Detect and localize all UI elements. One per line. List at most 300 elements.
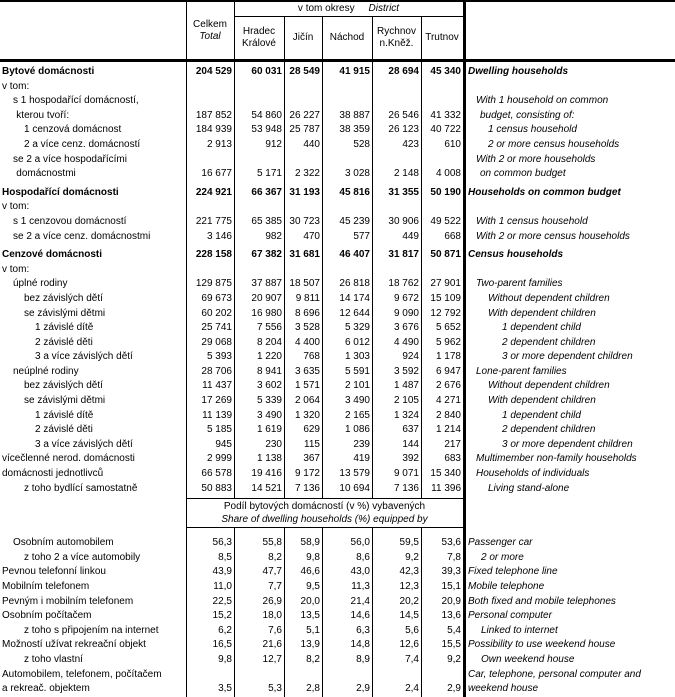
divider [234,350,235,365]
row-value: 60 202 [201,307,232,319]
row-value: 14,6 [350,610,370,622]
row-value: 43,0 [350,566,370,578]
row-value: 31 193 [289,186,320,198]
row-value: 419 [353,453,370,465]
row-value: 15,1 [441,581,461,592]
row-value: 40 722 [430,124,461,136]
table-row [0,109,675,124]
divider [421,365,422,380]
table-row [0,482,675,497]
divider [322,307,323,322]
divider [322,123,323,138]
divider [372,365,373,380]
divider [463,528,466,536]
row-value: 21,4 [350,595,370,607]
divider [372,551,373,566]
header-col-nachod: Náchod [329,32,365,43]
divider [234,379,235,394]
row-value: 2 913 [206,138,232,150]
divider [372,321,373,336]
divider [234,536,235,551]
divider [421,215,422,230]
row-value: 8,5 [218,551,232,563]
divider [284,682,285,697]
divider [372,94,373,109]
table-row [0,94,675,109]
table-row [0,215,675,230]
divider [421,109,422,124]
divider [463,580,466,595]
divider [372,409,373,424]
row-label-cz: s 1 hospodařící domácností, [13,95,139,107]
row-value: 58,9 [300,537,320,549]
table-row [0,394,675,409]
divider [186,153,187,168]
row-value: 18,0 [262,610,282,622]
share-section-header [186,498,463,528]
divider [284,230,285,245]
divider [186,292,187,307]
row-label-en: Without dependent children [488,380,610,392]
divider [322,565,323,580]
table-row [0,65,675,80]
divider [421,321,422,336]
table-row [0,123,675,138]
divider [284,215,285,230]
divider [284,292,285,307]
divider [421,609,422,624]
divider [322,321,323,336]
table-row [0,292,675,307]
divider [284,138,285,153]
divider [284,595,285,610]
divider [284,321,285,336]
row-label-en: With dependent children [488,395,596,407]
row-label-cz: 3 a více závislých dětí [35,351,133,363]
row-value: 31 355 [388,186,419,198]
divider [421,379,422,394]
divider [234,307,235,322]
divider [463,138,466,153]
divider [372,336,373,351]
divider [421,653,422,668]
row-value: 5,4 [447,624,461,636]
divider [372,215,373,230]
divider [372,438,373,453]
divider [234,528,235,536]
divider [463,682,466,697]
row-value: 49 522 [430,215,461,227]
divider [421,638,422,653]
divider [372,528,373,536]
row-value: 56,3 [212,537,232,549]
row-value: 9 071 [393,468,419,480]
row-value: 3 146 [206,230,232,242]
row-value: 8,9 [356,653,370,665]
row-value: 14,5 [399,610,419,622]
divider [421,482,422,497]
row-label-en: Living stand-alone [488,482,570,494]
divider [186,65,187,80]
divider [421,80,422,95]
row-label-cz: bez závislých dětí [24,292,103,304]
divider [186,438,187,453]
divider [372,565,373,580]
table-row [0,80,675,95]
divider [234,609,235,624]
divider [234,482,235,497]
divider [284,536,285,551]
divider [234,153,235,168]
divider [421,423,422,438]
row-value: 629 [303,424,320,436]
row-label-cz: Hospodařící domácnosti [2,186,119,198]
row-value: 2,8 [306,683,320,695]
divider [372,248,373,263]
divider [234,65,235,80]
divider [322,292,323,307]
divider [463,409,466,424]
divider [234,138,235,153]
row-label-en: Personal computer [468,610,552,622]
row-label-cz: 2 a více cenz. domácností [24,138,141,150]
row-value: 56,0 [350,537,370,549]
row-value: 3 028 [344,168,370,180]
divider [186,336,187,351]
divider [421,668,422,683]
row-value: 12,7 [262,653,282,665]
divider [234,452,235,467]
divider [234,167,235,182]
divider [372,80,373,95]
divider [322,186,323,201]
row-label-cz: se závislými dětmi [24,395,106,407]
table-row [0,565,675,580]
divider [186,551,187,566]
row-value: 1 138 [256,453,282,465]
divider [322,379,323,394]
divider [234,336,235,351]
row-value: 8,2 [306,653,320,665]
divider [372,536,373,551]
row-value: 20,9 [441,595,461,607]
divider [322,248,323,263]
row-value: 7 136 [393,482,419,494]
divider [421,438,422,453]
row-value: 15,5 [441,639,461,651]
row-label-en: Dwelling households [468,66,569,77]
row-value: 9,2 [447,653,461,665]
row-label-cz: Cenzové domácnosti [2,249,103,261]
row-value: 28 549 [289,66,320,77]
divider [372,467,373,482]
divider [421,248,422,263]
row-value: 25 741 [201,322,232,334]
divider [463,215,466,230]
row-value: 38 359 [339,124,370,136]
row-label-en: 2 or more census households [488,138,620,150]
divider [372,394,373,409]
divider [463,624,466,639]
divider [234,292,235,307]
table-row [0,153,675,168]
divider [284,153,285,168]
divider [186,167,187,182]
divider [421,409,422,424]
row-value: 2 676 [435,380,461,392]
divider [284,123,285,138]
row-label-en: Mobile telephone [468,581,545,592]
divider [421,263,422,278]
divider [463,2,466,59]
row-value: 41 915 [339,66,370,77]
divider [284,609,285,624]
divider [421,186,422,201]
row-value: 1 178 [435,351,461,363]
divider [463,167,466,182]
divider [372,624,373,639]
table-row [0,379,675,394]
divider [234,438,235,453]
divider [284,580,285,595]
divider [234,94,235,109]
row-label-en: 2 or more [481,551,524,563]
row-value: 2,9 [356,683,370,695]
divider [372,138,373,153]
divider [284,423,285,438]
table-row [0,336,675,351]
divider [421,528,422,536]
row-label-cz: v tom: [2,263,30,275]
row-label-cz: Pevnou telefonní linkou [2,566,106,578]
divider [421,624,422,639]
divider [372,65,373,80]
row-value: 5 652 [435,322,461,334]
divider [463,536,466,551]
table-row [0,580,675,595]
divider [234,565,235,580]
row-value: 37 887 [251,278,282,290]
divider [234,365,235,380]
row-value: 1 214 [435,424,461,436]
row-value: 43,9 [212,566,232,578]
row-value: 28 694 [388,66,419,77]
divider [186,609,187,624]
divider [234,653,235,668]
divider [186,653,187,668]
divider [463,498,466,528]
divider [284,482,285,497]
row-value: 39,3 [441,566,461,578]
divider [322,17,323,59]
divider [234,248,235,263]
table-row [0,452,675,467]
row-label-cz: Pevným i mobilním telefonem [2,595,134,607]
row-label-cz: a rekreač. objektem [2,683,90,695]
row-value: 12 644 [339,307,370,319]
divider [284,551,285,566]
row-value: 1 303 [344,351,370,363]
row-label-en: With 1 household on common [476,95,609,107]
row-value: 610 [444,138,461,150]
row-value: 1 320 [294,409,320,421]
row-label-cz: 1 cenzová domácnost [24,124,122,136]
row-label-cz: Automobilem, telefonem, počítačem [2,668,162,680]
divider [463,482,466,497]
divider [372,186,373,201]
row-value: 11 396 [431,482,461,494]
row-value: 16 677 [201,168,232,180]
row-label-cz: neúplné rodiny [13,365,79,377]
divider [463,336,466,351]
row-value: 26 123 [388,124,419,136]
divider [421,17,422,59]
row-value: 31 681 [289,249,320,261]
row-label-cz: v tom: [2,201,30,213]
row-label-en: Lone-parent families [476,365,567,377]
divider [234,186,235,201]
row-value: 11 437 [202,380,232,392]
divider [186,138,187,153]
header-col-rychnov: Rychnov n.Kněž. [377,26,416,49]
table-row [0,624,675,639]
divider [322,153,323,168]
divider [284,94,285,109]
row-value: 239 [353,438,370,450]
divider [421,65,422,80]
row-value: 9,5 [306,581,320,592]
row-value: 2 105 [393,395,419,407]
row-value: 187 852 [195,109,232,121]
row-value: 12,3 [399,581,419,592]
divider [421,394,422,409]
row-value: 6 947 [435,365,461,377]
divider [372,379,373,394]
row-value: 8 696 [294,307,320,319]
row-label-en: Passenger car [468,537,533,549]
divider [284,167,285,182]
divider [186,638,187,653]
divider [322,263,323,278]
divider [284,109,285,124]
divider [186,668,187,683]
divider [186,80,187,95]
divider [234,409,235,424]
divider [463,595,466,610]
row-value: 3,5 [218,683,232,695]
divider [463,321,466,336]
row-value: 66 367 [251,186,282,198]
divider [186,186,187,201]
divider [322,528,323,536]
row-value: 2,4 [405,683,419,695]
row-value: 7,8 [447,551,461,563]
divider [284,248,285,263]
row-value: 27 901 [430,278,461,290]
row-value: 4 271 [435,395,461,407]
divider [322,536,323,551]
row-label-cz: z toho 2 a více automobily [24,551,141,563]
row-label-en: Car, telephone, personal computer and [468,668,641,680]
divider [186,409,187,424]
divider [372,668,373,683]
table-row [0,307,675,322]
header-col-jicin: Jičín [292,32,314,43]
table-row [0,609,675,624]
divider [372,167,373,182]
row-value: 3 490 [256,409,282,421]
row-value: 221 775 [195,215,232,227]
row-value: 13 579 [339,468,370,480]
divider [322,350,323,365]
header-district-en: District [368,3,400,14]
divider [234,109,235,124]
row-value: 440 [303,138,320,150]
divider [186,624,187,639]
divider [322,230,323,245]
divider [463,423,466,438]
row-value: 17 269 [201,395,232,407]
row-value: 577 [353,230,370,242]
divider [186,350,187,365]
divider [186,580,187,595]
divider [372,109,373,124]
row-value: 5 339 [256,395,282,407]
row-value: 14 521 [251,482,282,494]
table-row [0,595,675,610]
divider [463,123,466,138]
row-label-cz: se 2 a více hospodařícími [13,153,127,165]
row-label-en: Without dependent children [488,292,610,304]
row-value: 60 031 [251,66,282,77]
divider [322,394,323,409]
divider [463,638,466,653]
row-value: 45 340 [430,66,461,77]
row-value: 1 619 [256,424,282,436]
divider [186,263,187,278]
share-title-cz: Podíl bytových domácností (v %) vybavených [223,501,426,513]
divider [421,467,422,482]
row-value: 3 602 [256,380,282,392]
divider [284,668,285,683]
table-row [0,423,675,438]
divider [234,230,235,245]
row-value: 3 490 [344,395,370,407]
row-value: 2 999 [206,453,232,465]
row-value: 5 185 [206,424,232,436]
divider [463,65,466,80]
table-row [0,321,675,336]
divider [372,292,373,307]
header-district-group [234,2,463,17]
divider [463,263,466,278]
divider [284,565,285,580]
table-row [0,467,675,482]
header-col-trutnov: Trutnov [425,32,459,43]
divider [284,336,285,351]
table-row [0,186,675,201]
divider [186,482,187,497]
row-value: 4 490 [393,336,419,348]
row-value: 15,2 [212,610,232,622]
divider [234,668,235,683]
divider [284,394,285,409]
row-label-en: 1 census household [488,124,577,136]
row-value: 7,6 [268,624,282,636]
row-value: 20,0 [300,595,320,607]
divider [322,609,323,624]
row-label-en: With dependent children [488,307,596,319]
